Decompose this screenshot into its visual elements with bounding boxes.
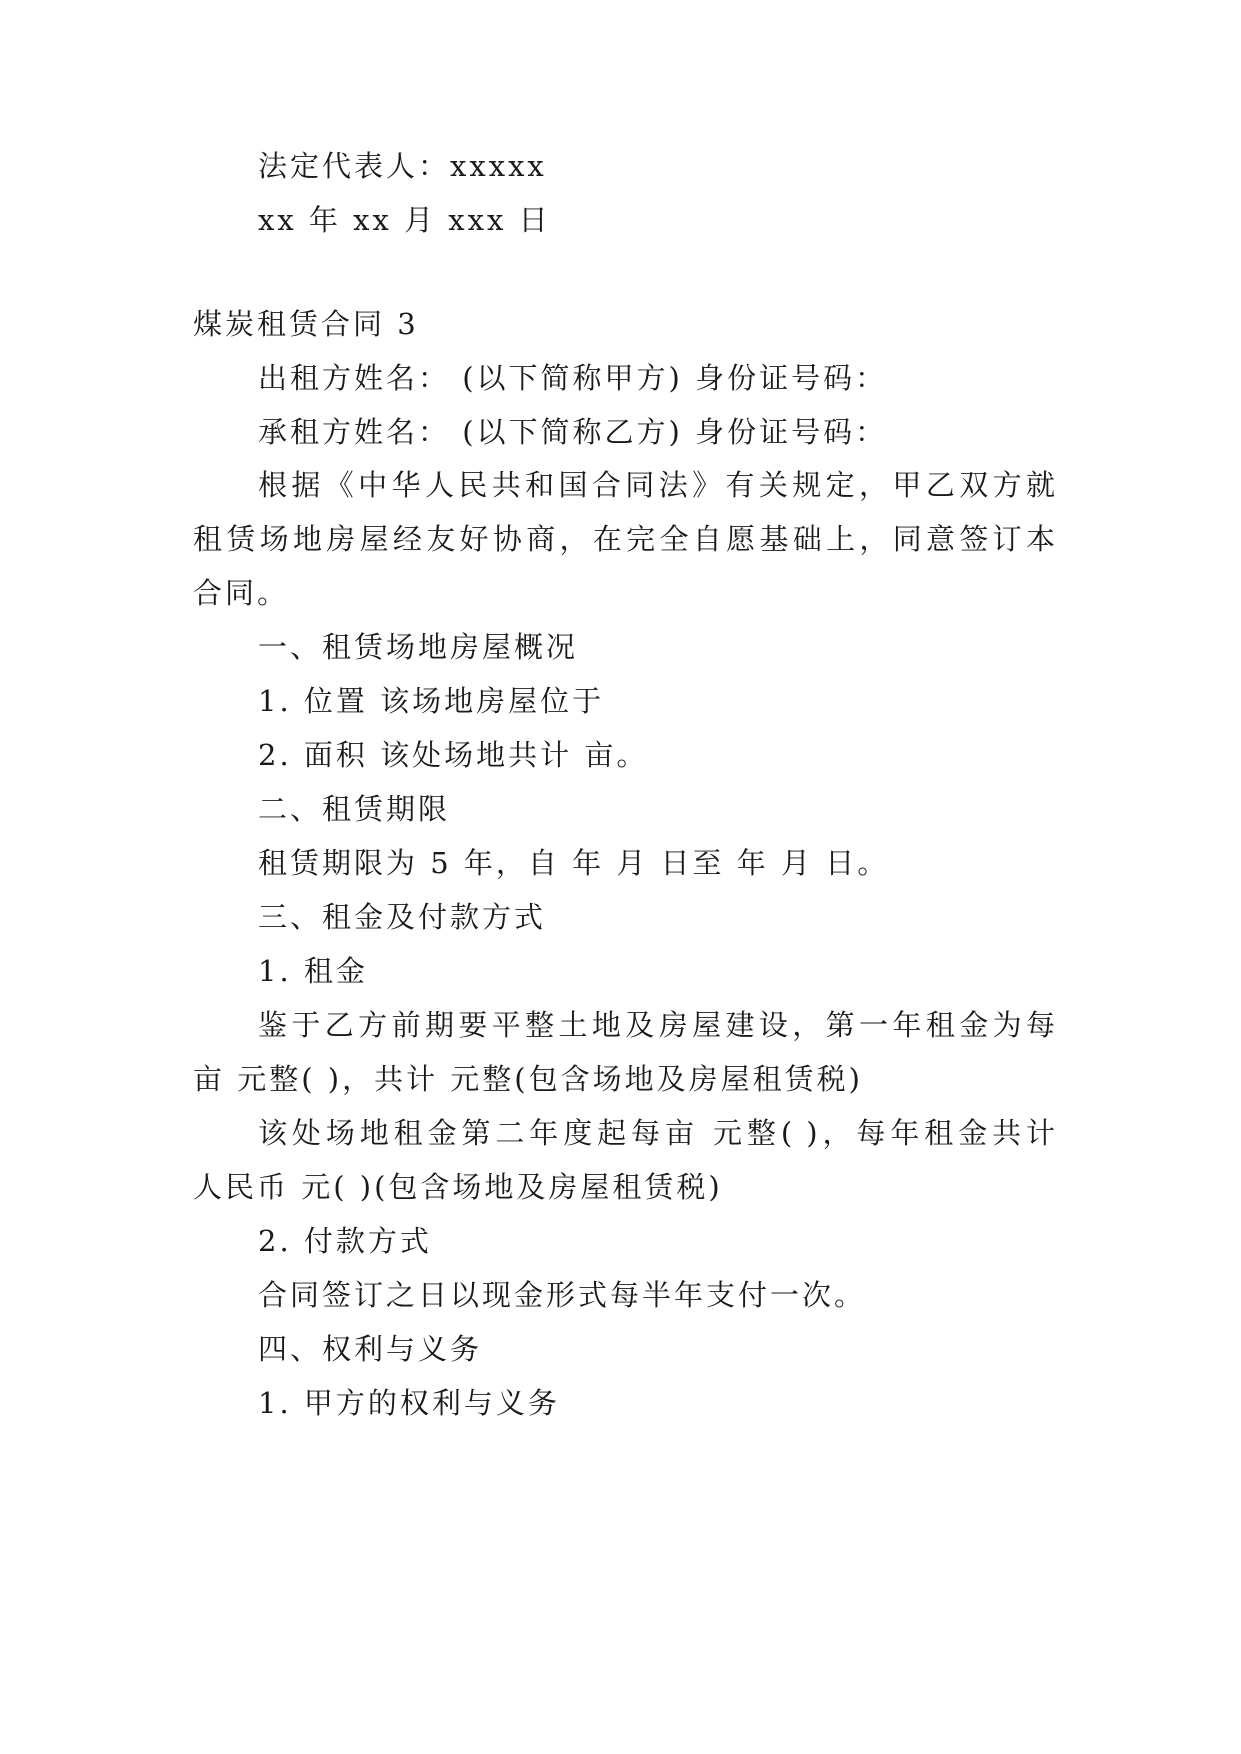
party-a-duties: 1. 甲方的权利与义务 <box>258 1386 560 1420</box>
lessor-line: 出租方姓名： (以下简称甲方) 身份证号码： <box>258 361 888 395</box>
section-2-heading: 二、租赁期限 <box>258 792 451 826</box>
preamble-line-1: 根据《中华人民共和国合同法》有关规定，甲乙双方就 <box>258 468 1055 502</box>
preamble-line-2: 租赁场地房屋经友好协商，在完全自愿基础上，同意签订本 <box>193 522 1055 556</box>
section-3-heading: 三、租金及付款方式 <box>258 900 547 934</box>
lease-term: 租赁期限为 5 年，自 年 月 日至 年 月 日。 <box>258 846 890 880</box>
payment-method: 合同签订之日以现金形式每半年支付一次。 <box>258 1278 867 1312</box>
section-4-heading: 四、权利与义务 <box>258 1332 483 1366</box>
rent-para-1-line-1: 鉴于乙方前期要平整土地及房屋建设，第一年租金为每 <box>258 1008 1055 1042</box>
rent-para-1-line-2: 亩 元整( )，共计 元整(包含场地及房屋租赁税) <box>193 1062 863 1096</box>
payment-subheading: 2. 付款方式 <box>258 1224 432 1258</box>
contract-title: 煤炭租赁合同 3 <box>193 307 419 341</box>
rent-para-2-line-1: 该处场地租金第二年度起每亩 元整( )，每年租金共计 <box>258 1116 1055 1150</box>
preamble-line-3: 合同。 <box>193 576 290 610</box>
section-1-item-2: 2. 面积 该处场地共计 亩。 <box>258 738 649 772</box>
signature-date: xx 年 xx 月 xxx 日 <box>258 203 551 237</box>
section-1-item-1: 1. 位置 该场地房屋位于 <box>258 684 605 718</box>
lessee-line: 承租方姓名： (以下简称乙方) 身份证号码： <box>258 415 888 449</box>
section-1-heading: 一、租赁场地房屋概况 <box>258 630 579 664</box>
legal-representative: 法定代表人：xxxxx <box>258 149 547 183</box>
rent-para-2-line-2: 人民币 元( )(包含场地及房屋租赁税) <box>193 1170 723 1204</box>
rent-subheading: 1. 租金 <box>258 954 368 988</box>
